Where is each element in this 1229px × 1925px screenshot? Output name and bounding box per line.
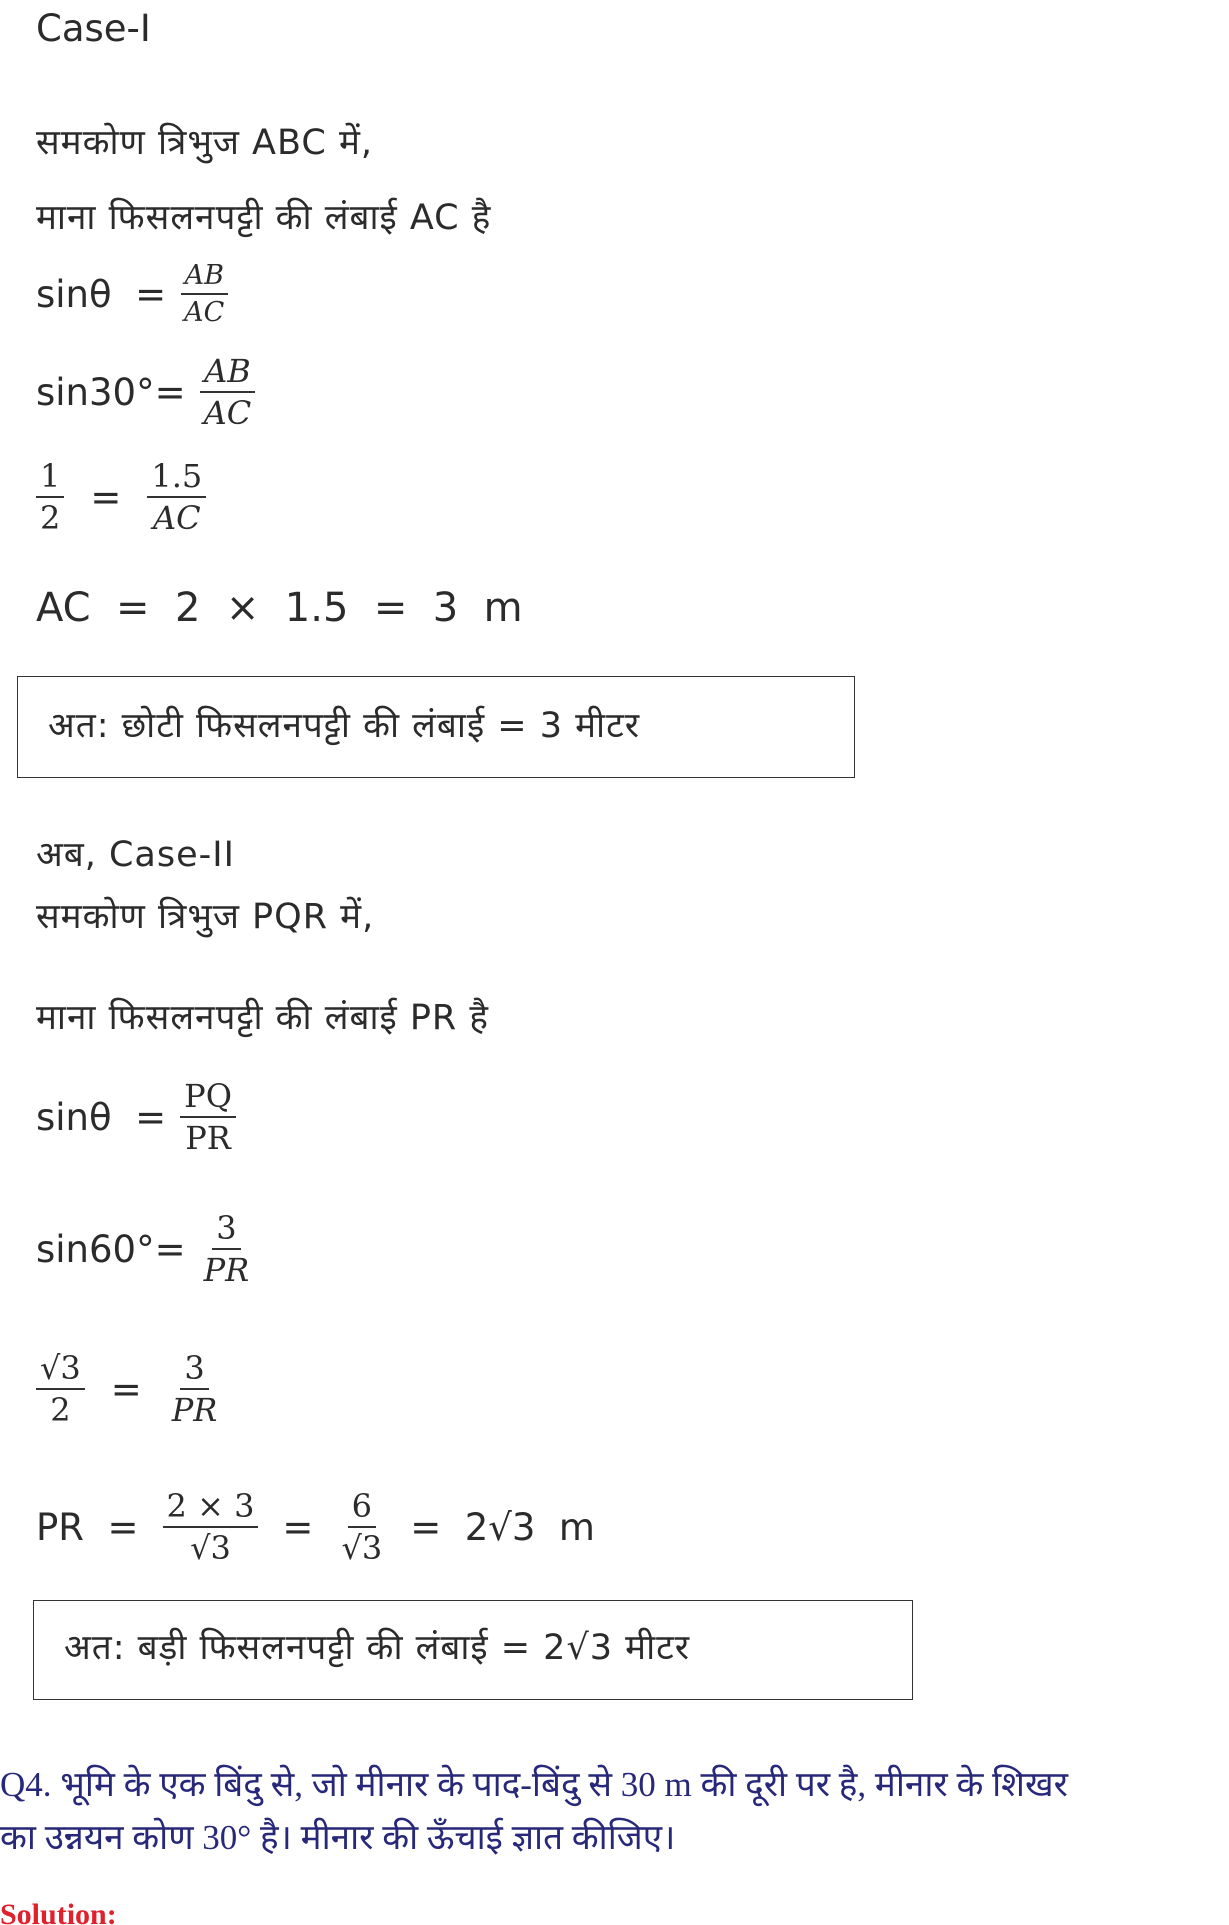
case1-result-box xyxy=(17,676,855,778)
question-line-1: Q4. भूमि के एक बिंदु से, जो मीनार के पाद-बिंदु से 30 m की दूरी पर है, मीनार के शिखर xyxy=(0,1765,1068,1804)
equals: = xyxy=(110,1367,142,1411)
denominator: √3 xyxy=(341,1529,383,1567)
denominator: PR xyxy=(203,1251,250,1289)
fraction xyxy=(337,1487,386,1567)
eq-lhs: sinθ = xyxy=(36,1095,167,1139)
fraction xyxy=(36,457,64,537)
case1-eq4: AC = 2 × 1.5 = 3 m xyxy=(36,585,523,631)
denominator: 2 xyxy=(50,1391,71,1429)
numerator: 1 xyxy=(36,460,64,498)
denominator: √3 xyxy=(190,1529,231,1567)
case2-eq2 xyxy=(36,1209,253,1289)
solution-label: Solution: xyxy=(0,1898,117,1925)
case2-assume: माना फिसलनपट्टी की लंबाई PR है xyxy=(36,998,489,1038)
case2-eq1 xyxy=(36,1077,236,1157)
case2-triangle: समकोण त्रिभुज PQR में, xyxy=(36,897,375,937)
denominator: 2 xyxy=(40,499,61,537)
case1-result: अत: छोटी फिसलनपट्टी की लंबाई = 3 मीटर xyxy=(48,706,641,746)
case1-eq1 xyxy=(36,262,228,326)
numerator: AB xyxy=(200,355,255,393)
case2-result-box xyxy=(33,1600,913,1700)
eq-rhs: = 2√3 m xyxy=(410,1505,595,1549)
numerator: 6 xyxy=(348,1490,376,1528)
numerator: 3 xyxy=(180,1352,208,1390)
eq-lhs: sin30°= xyxy=(36,370,186,414)
case1-triangle: समकोण त्रिभुज ABC में, xyxy=(36,123,374,163)
numerator: AB xyxy=(181,262,228,295)
case1-title: Case-I xyxy=(36,7,151,50)
eq-lhs: PR = xyxy=(36,1505,139,1549)
denominator: AC xyxy=(153,499,201,537)
fraction xyxy=(180,1077,236,1157)
case1-assume: माना फिसलनपट्टी की लंबाई AC है xyxy=(36,198,492,238)
fraction xyxy=(163,1487,259,1567)
numerator: 2 × 3 xyxy=(163,1490,259,1528)
denominator: AC xyxy=(203,394,252,432)
numerator: √3 xyxy=(36,1352,85,1390)
fraction xyxy=(200,1209,254,1289)
fraction xyxy=(168,1349,222,1429)
fraction xyxy=(180,262,228,326)
equals: = xyxy=(90,475,122,519)
fraction xyxy=(147,457,206,537)
case2-eq3 xyxy=(36,1349,221,1429)
denominator: PR xyxy=(185,1119,231,1157)
fraction xyxy=(36,1349,85,1429)
numerator: 1.5 xyxy=(147,460,206,498)
case2-result: अत: बड़ी फिसलनपट्टी की लंबाई = 2√3 मीटर xyxy=(64,1628,691,1668)
question-line-2: का उन्नयन कोण 30° है। मीनार की ऊँचाई ज्ञात कीजिए। xyxy=(0,1818,676,1857)
denominator: PR xyxy=(171,1391,218,1429)
numerator: PQ xyxy=(180,1080,236,1118)
equals: = xyxy=(282,1505,314,1549)
fraction xyxy=(200,352,256,432)
denominator: AC xyxy=(184,297,225,328)
numerator: 3 xyxy=(212,1212,240,1250)
case2-eq4 xyxy=(36,1487,595,1567)
case1-eq2 xyxy=(36,352,255,432)
case1-eq3 xyxy=(36,457,206,537)
case2-title: अब, Case-II xyxy=(36,835,235,875)
eq-lhs: sinθ = xyxy=(36,272,167,316)
eq-lhs: sin60°= xyxy=(36,1227,186,1271)
